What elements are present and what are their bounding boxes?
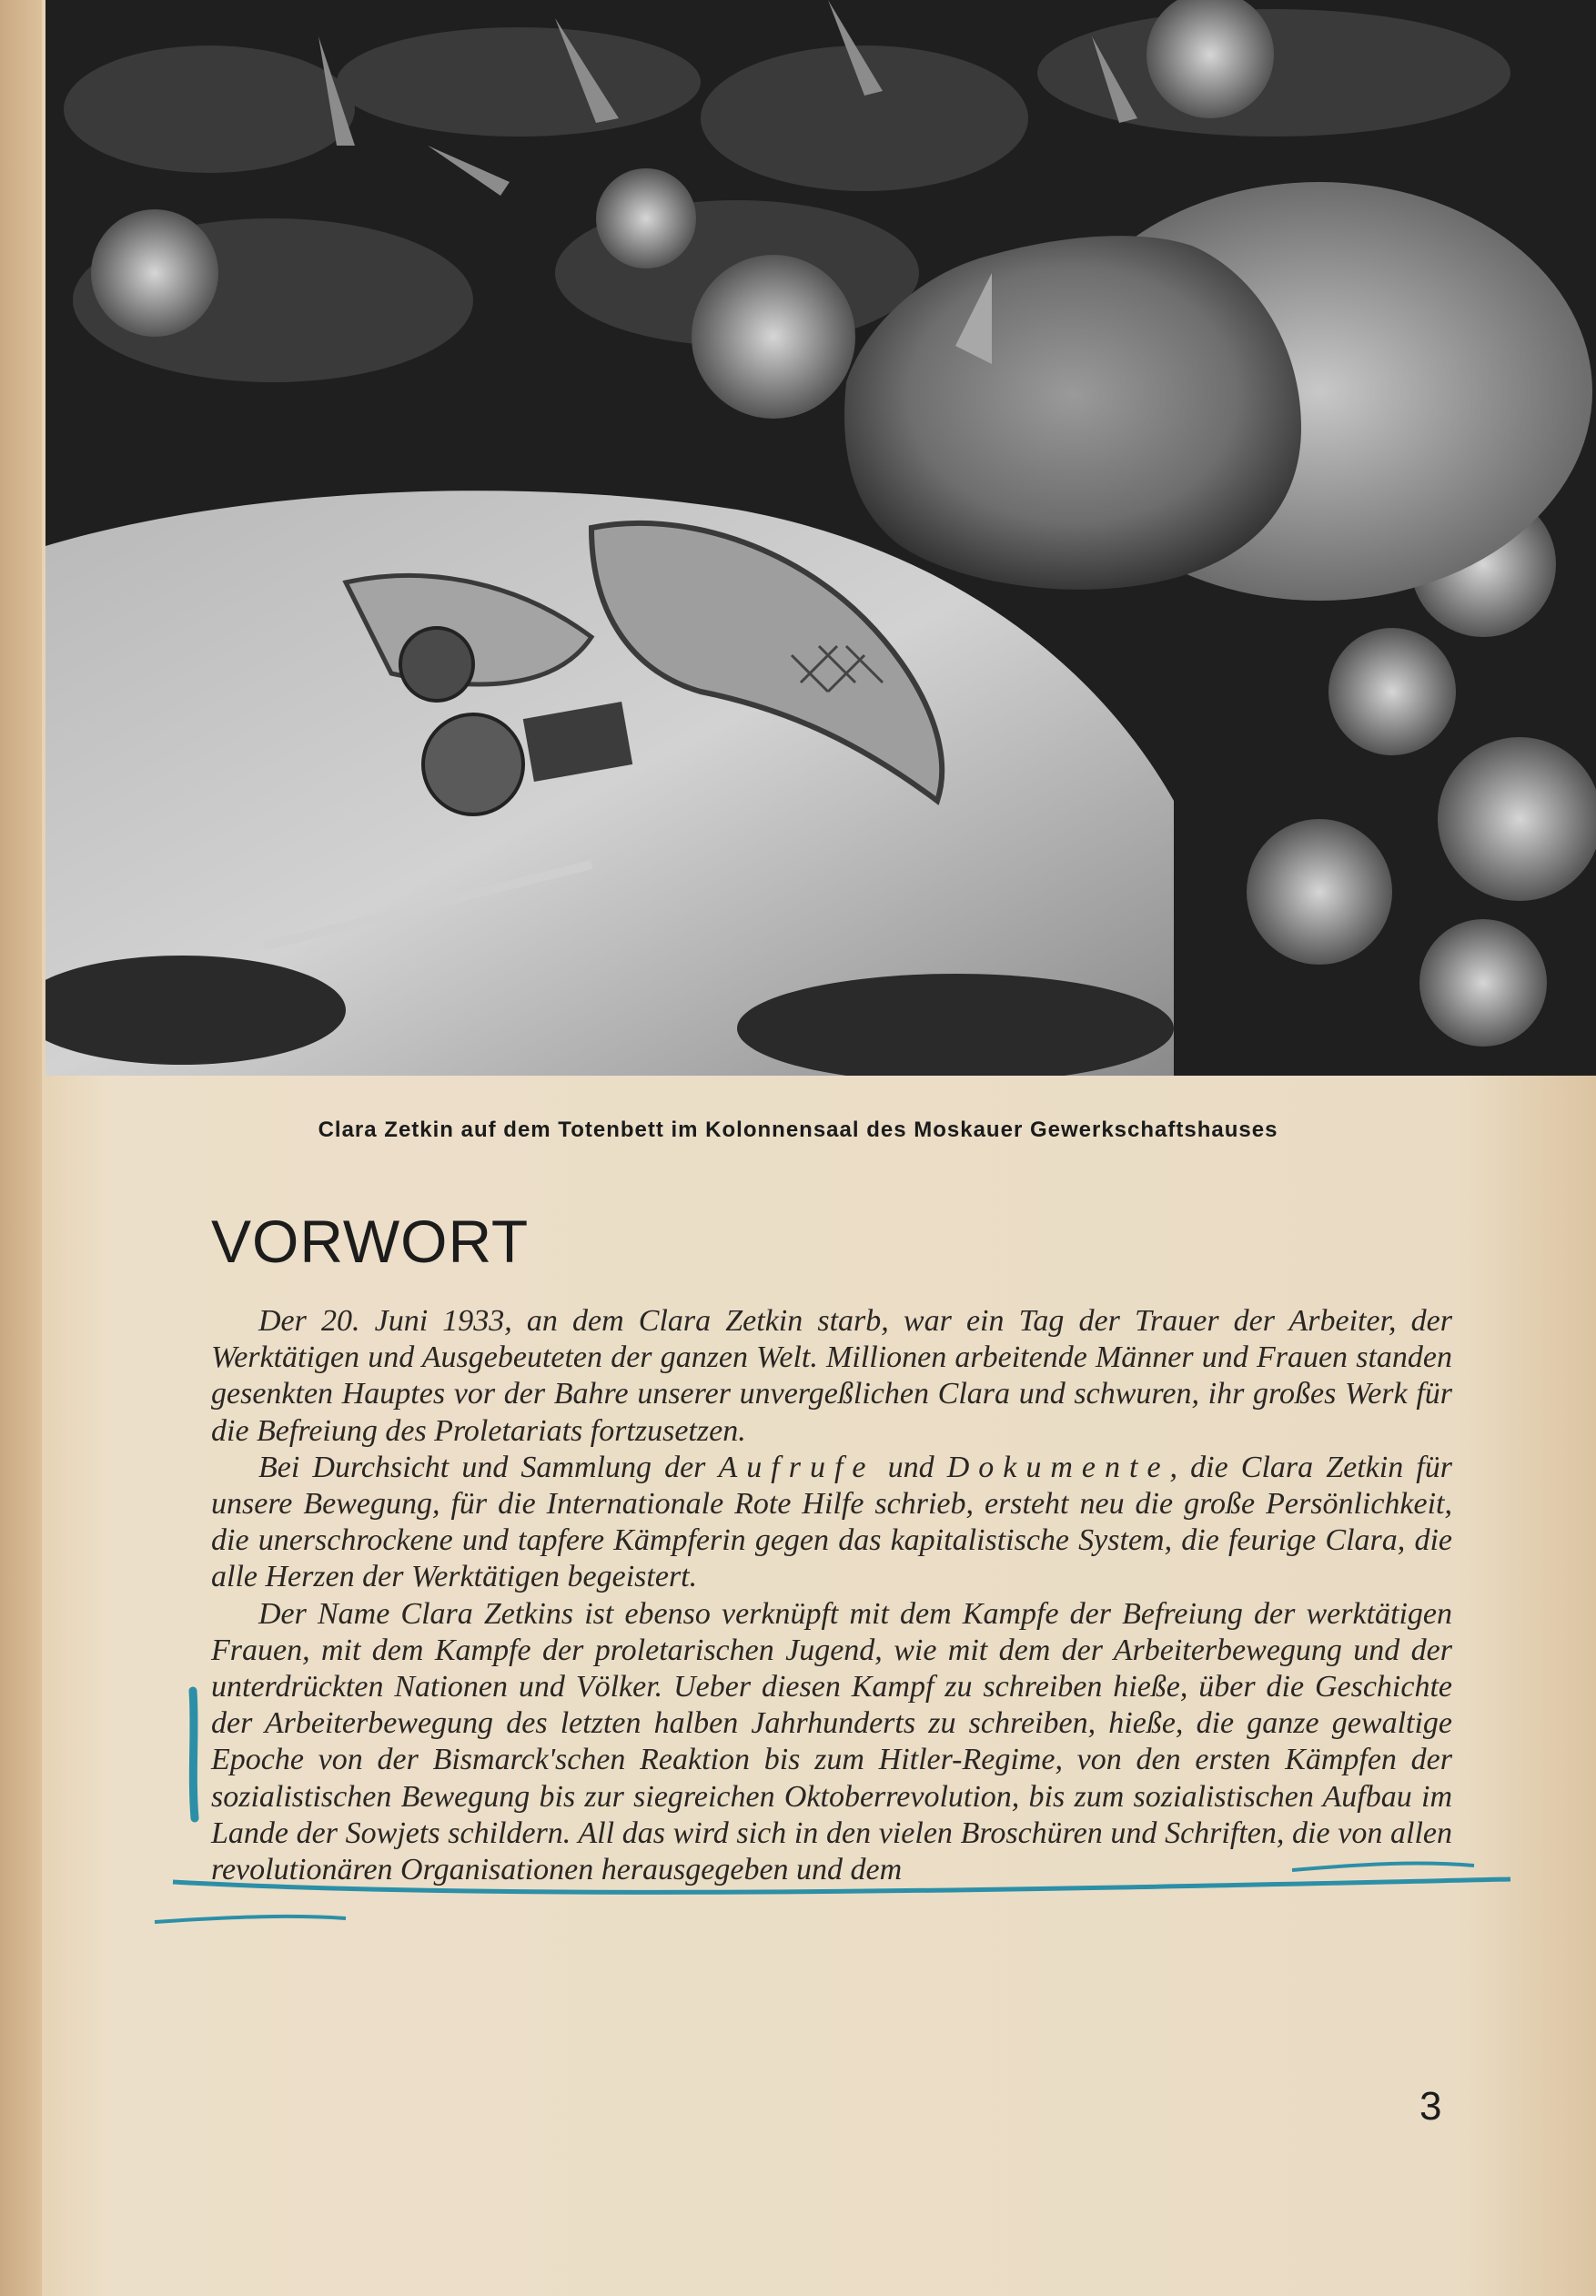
paragraph-3-text: Der Name Clara Zetkins ist ebenso verknüpft mit dem Kampfe der Befreiung der werktätigen Frauen, mit dem Kampfe der proletarischen Jugend, wie mit dem der Arbeiterbewegung und der unterdrückten Nationen und Völker. Ueber diesen Kampf zu schreiben hieße, über die Geschichte der Arbeiterbewegung des letzten halben Jahrhunderts zu schreiben, hieße, die ganze gewaltige Epoche von der Bismarck'schen Reaktion bis zum Hitler-Regime, von den ersten Kämpfen der sozialistischen Bewegung bis zur siegreichen Oktoberrevolution, bis zum sozialistischen Aufbau im Lande der Sowjets schildern. All das wird sich in den vielen Broschüren und Schriften, die von allen revolutionären Organisationen herausgegeben und dem [211,1596,1452,1887]
spaced-word-dokumente: Dokumente [946,1450,1170,1484]
page-number: 3 [1419,2084,1442,2129]
underline-regime [155,1917,346,1922]
section-heading: VORWORT [211,1208,530,1275]
paragraph-1-text: Der 20. Juni 1933, an dem Clara Zetkin starb, war ein Tag der Trauer der Arbeiter, der Werktätigen und Ausgebeuteten der ganzen Welt. Millionen arbeitende Männer und Frauen standen gesenkten Hauptes vor der Bahre unserer unvergeßlichen Clara und schwuren, ihr großes Werk für die Befreiung des Proletariats fortzusetzen. [211,1304,1452,1448]
body-text [211,1303,1452,1888]
page-binding-edge [0,0,42,2296]
paragraph-2 [211,1450,1452,1596]
paragraph-2-text-b: und [874,1450,947,1484]
paragraph-3 [211,1596,1452,1889]
paragraph-1 [211,1303,1452,1450]
paragraph-2-text-a: Bei Durchsicht und Sammlung der [258,1450,719,1484]
paragraph-2-text-c: , die Clara Zetkin für unsere Bewegung, für die Internationale Rote Hilfe schrieb, ersteht neu die große Persönlichkeit, die unerschrockene und tapfere Kämpferin gegen das kapitalistische System, die feurige Clara, die alle Herzen der Werktätigen begeistert. [211,1450,1452,1594]
spaced-word-aufrufe: Aufrufe [718,1450,875,1484]
photo-caption: Clara Zetkin auf dem Totenbett im Kolonnensaal des Moskauer Gewerkschaftshauses [318,1118,1278,1142]
photo-illustration [45,0,1596,1076]
photo-clara-zetkin-deathbed [45,0,1596,1076]
margin-mark-line [193,1691,195,1818]
